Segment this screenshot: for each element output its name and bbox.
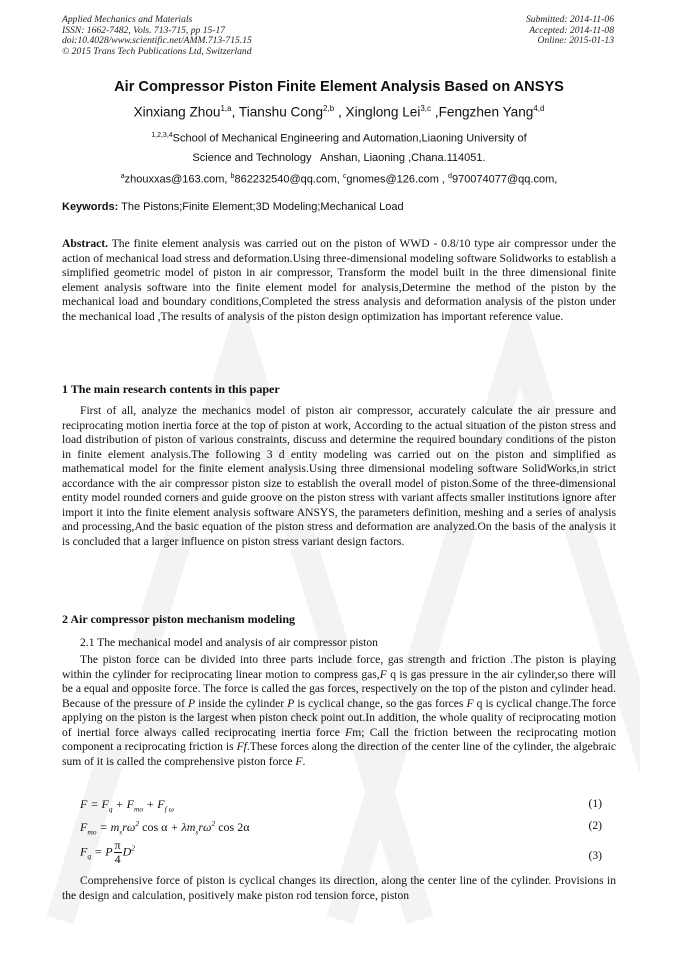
affiliation-line2: Science and Technology Anshan, Liaoning ,Chana.114051.: [192, 152, 486, 164]
pi-over-4-fraction: $\frac{\pi}{4}$: [114, 838, 121, 866]
issn: ISSN: 1662-7482, Vols. 713-715, pp 15-17: [62, 24, 226, 36]
submitted-date: Submitted: 2014-11-06: [525, 14, 614, 25]
equation-1: $F = F_q + F_{mo} + F_{f \omega}$: [80, 797, 174, 814]
equation-2-number: (2): [588, 819, 602, 832]
section-2-body: The piston force can be divided into three parts include force, gas strength and friction .The piston is playing within the cylinder for reciprocating linear motion to compress gas,F q is gas pressure in the air cylinder,so there will be a equal and opposite force. The force is called the gas forces, respectively on the top of the piston and cylinder head. Because of the pressure of P inside the cylinder P is cyclical change, so the gas forces F q is cyclical change.The force applying on the piston is the largest when piston check point out.In addition, the whole quality of reciprocating motion of inertial force always called reciprocating inertia force Fm; Call the friction between the reciprocating motion component a reciprocating friction is Ff.These forces along the direction of the center line of the cylinder, the algebraic sum of it is called the comprehensive piston force F.: [62, 653, 616, 768]
keywords-text: The Pistons;Finite Element;3D Modeling;Mechanical Load: [121, 201, 404, 213]
online-date: Online: 2015-01-13: [537, 35, 614, 47]
keywords-label: Keywords:: [62, 201, 119, 213]
affiliation-line1: $^{1,2,3,4}$School of Mechanical Engineering and Automation,Liaoning University of: [151, 132, 527, 145]
journal-header: [62, 15, 252, 57]
closing-paragraph: Comprehensive force of piston is cyclical changes its direction, along the center line of the cylinder. Provisions in the design and calculation, positively make piston rod tension force, piston: [62, 874, 616, 902]
copyright: © 2015 Trans Tech Publications Ltd, Switzerland: [62, 45, 252, 57]
paper-title: Air Compressor Piston Finite Element Analysis Based on ANSYS: [114, 79, 564, 95]
abstract-text: The finite element analysis was carried out on the piston of WWD - 0.8/10 type air compressor under the action of mechanical load stress and deformation.Using three-dimensional modeling software Solidworks to establish a simplified geometric model of piston in air compressor, Transform the model built in the three dimensional finite element analysis software into the finite element model for analysis,Determine the method of the piston by the mechanical load and boundary conditions,Completed the stress analysis and deformation analysis of the piston under the mechanical load ,The results of analysis of the piston design optimization has important reference value.: [62, 237, 616, 323]
author-name: Xinxiang Zhou: [133, 104, 221, 120]
equation-3: $F_q = P$ $\frac{\pi}{4}$ $D^2$: [80, 838, 136, 866]
author-name: Xinglong Lei: [345, 104, 421, 120]
keywords: [62, 201, 404, 213]
journal-name: Applied Mechanics and Materials: [62, 14, 193, 25]
author-name: Tianshu Cong: [238, 104, 324, 120]
email-list: $^a$zhouxxas@163.com, $^b$862232540@qq.com, $^c$gnomes@126.com , $^d$970074077@qq.com,: [120, 173, 558, 186]
author-name: Fengzhen Yang: [438, 104, 534, 120]
email: 970074077@qq.com,: [451, 173, 558, 186]
accepted-date: Accepted: 2014-11-08: [529, 24, 614, 36]
author-list: Xinxiang Zhou$^{1,a}$, Tianshu Cong$^{2,b}$ , Xinglong Lei$^{3,c}$ ,Fengzhen Yang$^{4,d}$: [133, 104, 545, 120]
section-2-heading: 2 Air compressor piston mechanism modeling: [62, 612, 296, 626]
abstract: [62, 237, 616, 324]
abstract-label: Abstract.: [62, 237, 109, 250]
email: gnomes@126.com ,: [346, 173, 445, 186]
equation-3-number: (3): [588, 849, 602, 862]
subsection-2-1-heading: 2.1 The mechanical model and analysis of air compressor piston: [80, 636, 378, 649]
dates-header: [526, 15, 614, 47]
section-1-heading: 1 The main research contents in this paper: [62, 382, 280, 396]
section-1-body: First of all, analyze the mechanics model of piston air compressor, accurately calculate the air pressure and reciprocating motion inertia force at the top of piston at work, According to the actual situation of the piston stress and load distribution of piston of various constraints, discuss and determine the required boundary conditions of the piston in finite element analysis.The following 3 d entity modeling was carried out on the piston and simplified as mathematical model for the finite element analysis.Using three dimensional modeling software SolidWorks,in strict accordance with the air compressor piston size to establish the overall model of piston.Some of the three-dimensional entity model rounded corners and guide groove on the piston stress with variant affects smaller institutions ignore after import it into the finite element analysis software ANSYS, the parameters definition, meshing and a series of analysis and processing,And the basic equation of the piston stress and deformation are analyzed.On the basis of the analysis it is concluded that a larger influence on piston stress variant design factors.: [62, 404, 616, 548]
equation-2: $F_{mo} = m_sr\omega^2$ $\cos \alpha + \lambda m_sr\omega^2$ cos 2α: [80, 819, 250, 837]
equation-1-number: (1): [588, 797, 602, 810]
doi: doi:10.4028/www.scientific.net/AMM.713-715.15: [62, 35, 252, 47]
email: zhouxxas@163.com,: [124, 173, 228, 186]
email: 862232540@qq.com,: [234, 173, 340, 186]
